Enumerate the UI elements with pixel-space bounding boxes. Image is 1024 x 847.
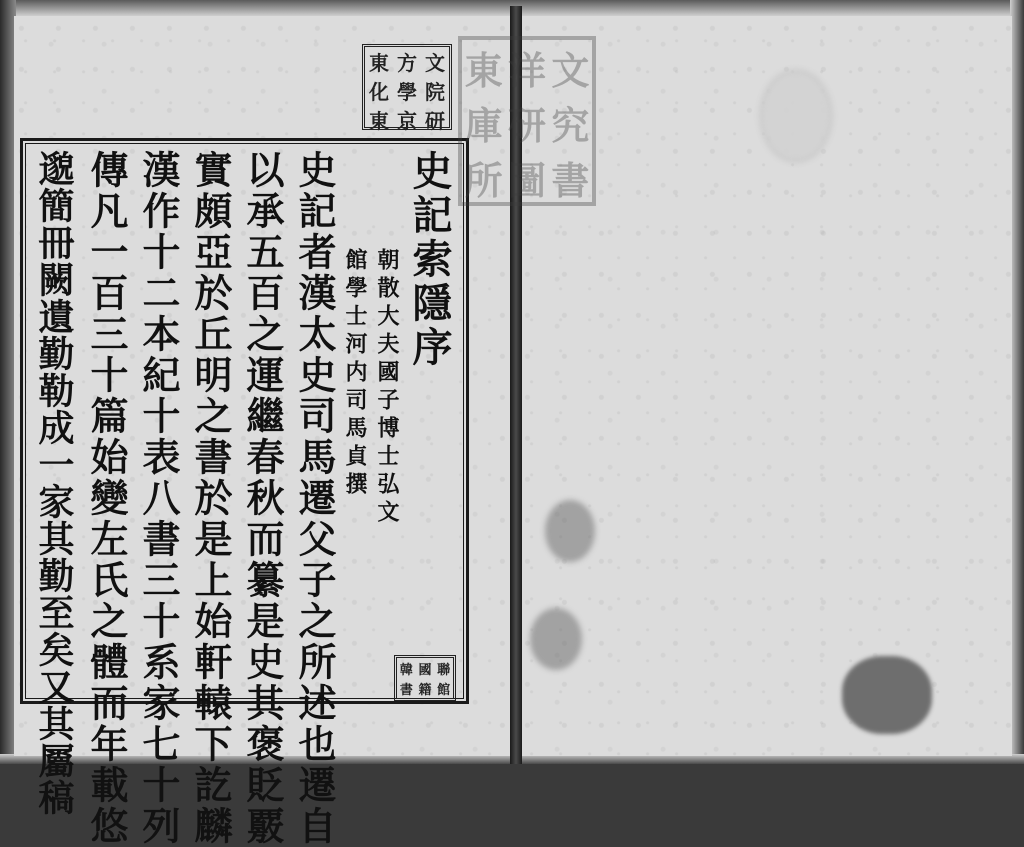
attribution-line: 館學士河内司馬貞撰 [342,248,368,500]
text-column: 以承五百之運繼春秋而纂是史其褒貶覈 [240,150,285,847]
text-column: 傳凡一百三十篇始變左氏之體而年載悠 [84,150,129,847]
stain [545,500,595,562]
preface-title: 史記索隱序 [406,150,453,370]
ownership-seal: 東 方 文 化 學 院 東 京 研 [362,44,452,130]
text-column: 邈簡冊闕遺勤勒成一家其勤至矣又其屬稿 [33,150,75,816]
dark-stain [842,656,932,734]
small-seal: 韓 國 聯 書 籍 館 [394,655,456,701]
attribution-line: 朝散大夫國子博士弘文 [374,248,400,528]
faint-library-seal: 東 洋 文 庫 研 究 所 圖 書 [458,36,596,206]
text-column: 實頗亞於丘明之書於是上始軒轅下訖麟 [188,150,233,847]
stain [530,608,582,670]
stain [760,70,832,162]
text-column: 漢作十二本紀十表八書三十系家七十列 [136,150,181,847]
right-edge [1010,0,1024,764]
text-column: 史記者漢太史司馬遷父子之所述也遷自 [292,150,337,847]
